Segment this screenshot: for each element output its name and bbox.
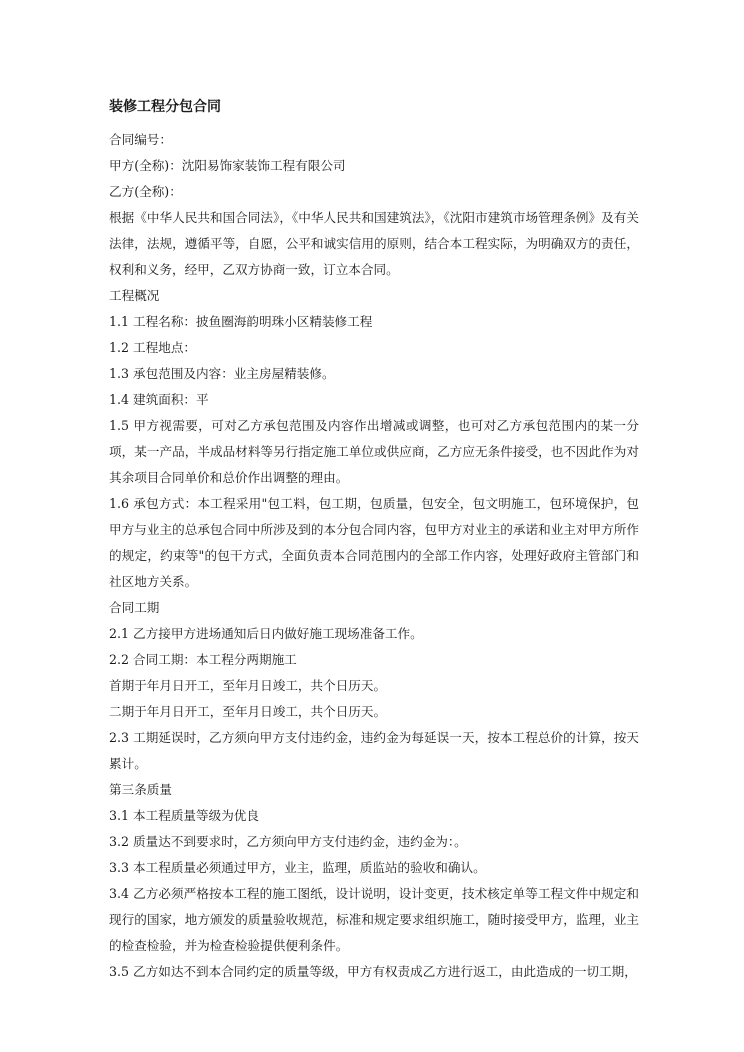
clause-2-3: 2.3 工期延误时，乙方须向甲方支付违约金，违约金为每延误一天，按本工程总价的计算，按天累计。 xyxy=(109,730,639,771)
document-body xyxy=(109,127,639,985)
clause-1-2: 1.2 工程地点： xyxy=(109,340,197,355)
section-heading-quality: 第三条质量 xyxy=(109,782,172,797)
section-heading-overview: 工程概况 xyxy=(109,288,160,303)
clause-2-1: 2.1 乙方接甲方进场通知后日内做好施工现场准备工作。 xyxy=(109,626,423,641)
clause-3-4: 3.4 乙方必须严格按本工程的施工图纸，设计说明，设计变更，技术核定单等工程文件中规定和现行的国家，地方颁发的质量验收规范，标准和规定要求组织施工，随时接受甲方，监理，业主的检查检验，并为检查检验提供便利条件。 xyxy=(109,886,639,953)
section-heading-duration: 合同工期 xyxy=(109,600,160,615)
clause-3-5: 3.5 乙方如达不到本合同约定的质量等级，甲方有权责成乙方进行返工，由此造成的一切工期， xyxy=(109,964,637,979)
clause-3-1: 3.1 本工程质量等级为优良 xyxy=(109,808,259,823)
preamble-paragraph: 根据《中华人民共和国合同法》，《中华人民共和国建筑法》，《沈阳市建筑市场管理条例》及有关法律，法规，遵循平等，自愿，公平和诚实信用的原则，结合本工程实际，为明确双方的责任，权利和义务，经甲，乙双方协商一致，订立本合同。 xyxy=(109,210,639,277)
contract-number-line: 合同编号： xyxy=(109,132,172,147)
clause-2-2: 2.2 合同工期：本工程分两期施工 xyxy=(109,652,297,667)
clause-1-6: 1.6 承包方式：本工程采用"包工料，包工期，包质量，包安全，包文明施工，包环境保护，包甲方与业主的总承包合同中所涉及到的本分包合同内容，包甲方对业主的承诺和业主对甲方所作的规定，约束等"的包干方式，全面负责本合同范围内的全部工作内容，处理好政府主管部门和社区地方关系。 xyxy=(109,496,639,589)
clause-3-2: 3.2 质量达不到要求时，乙方须向甲方支付违约金，违约金为：。 xyxy=(109,834,467,849)
party-a-line: 甲方(全称)：沈阳易饰家装饰工程有限公司 xyxy=(109,158,346,173)
phase-one-line: 首期于年月日开工，至年月日竣工，共个日历天。 xyxy=(109,678,387,693)
party-b-line: 乙方(全称)： xyxy=(109,184,182,199)
clause-1-4: 1.4 建筑面积：平 xyxy=(109,392,209,407)
clause-1-1: 1.1 工程名称：披鱼圈海韵明珠小区精装修工程 xyxy=(109,314,373,329)
phase-two-line: 二期于年月日开工，至年月日竣工，共个日历天。 xyxy=(109,704,387,719)
document-title: 装修工程分包合同 xyxy=(109,99,221,115)
clause-1-3: 1.3 承包范围及内容：业主房屋精装修。 xyxy=(109,366,335,381)
clause-1-5: 1.5 甲方视需要，可对乙方承包范围及内容作出增减或调整，也可对乙方承包范围内的某一分项，某一产品，半成品材料等另行指定施工单位或供应商，乙方应无条件接受，也不因此作为对其余项目合同单价和总价作出调整的理由。 xyxy=(109,418,639,485)
clause-3-3: 3.3 本工程质量必须通过甲方，业主，监理，质监站的验收和确认。 xyxy=(109,860,486,875)
